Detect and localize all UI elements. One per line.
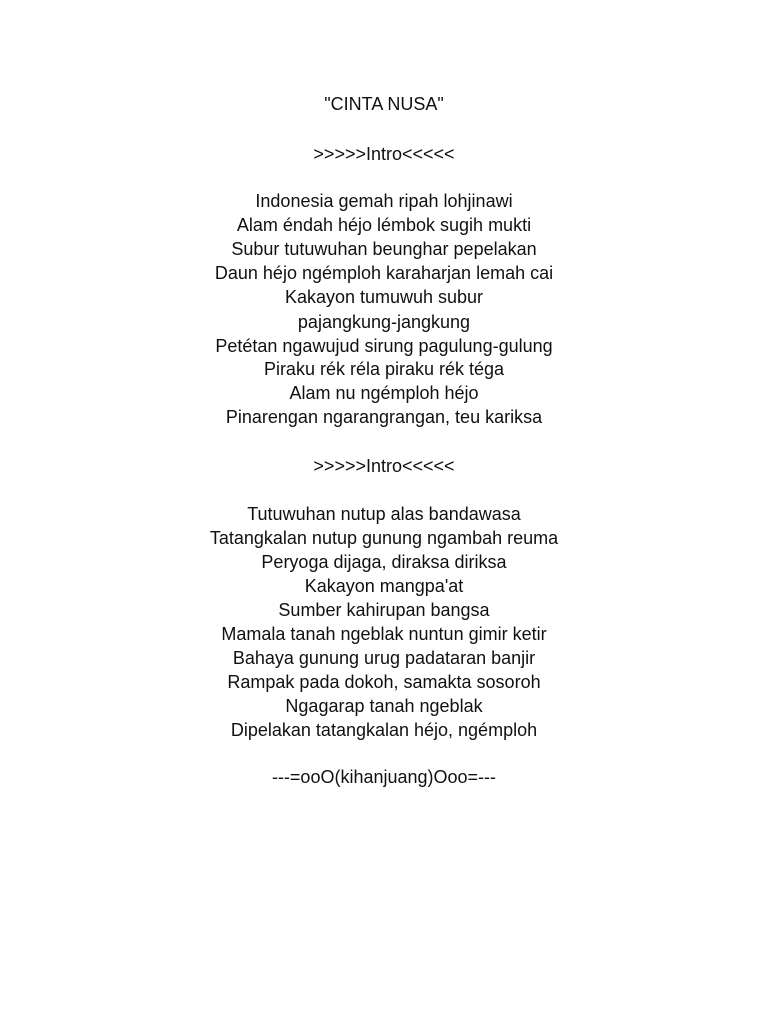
verse-line: Piraku rék réla piraku rék téga — [263, 359, 505, 379]
verse-line: Alam éndah héjo lémbok sugih mukti — [236, 215, 532, 235]
verse-line: Ngagarap tanah ngeblak — [285, 696, 483, 716]
verse-line: Daun héjo ngémploh karaharjan lemah cai — [214, 263, 554, 283]
verse-line: Kakayon tumuwuh subur — [284, 287, 484, 307]
verse-line: Tutuwuhan nutup alas bandawasa — [247, 504, 521, 524]
verse-line: Mamala tanah ngeblak nuntun gimir ketir — [221, 624, 547, 644]
verse-line: Sumber kahirupan bangsa — [278, 600, 490, 620]
verse-line: Indonesia gemah ripah lohjinawi — [255, 191, 513, 211]
verse-line: Peryoga dijaga, diraksa diriksa — [261, 552, 507, 572]
verse-line: pajangkung-jangkung — [297, 312, 471, 332]
verse-line: Pinarengan ngarangrangan, teu kariksa — [225, 407, 543, 427]
verse-line: Rampak pada dokoh, samakta sosoroh — [227, 672, 541, 692]
verse-line: Bahaya gunung urug padataran banjir — [232, 648, 536, 668]
intro-marker: >>>>>Intro<<<<< — [313, 144, 455, 164]
intro-marker: >>>>>Intro<<<<< — [313, 456, 455, 476]
verse-line: Dipelakan tatangkalan héjo, ngémploh — [230, 720, 538, 740]
verse-line: Subur tutuwuhan beunghar pepelakan — [231, 239, 537, 259]
song-title: "CINTA NUSA" — [324, 94, 444, 114]
verse-line: Alam nu ngémploh héjo — [289, 383, 479, 403]
author-signature: ---=ooO(kihanjuang)Ooo=--- — [271, 767, 497, 787]
verse-line: Petétan ngawujud sirung pagulung-gulung — [215, 336, 553, 356]
verse-line: Tatangkalan nutup gunung ngambah reuma — [209, 528, 559, 548]
verse-line: Kakayon mangpa'at — [304, 576, 464, 596]
